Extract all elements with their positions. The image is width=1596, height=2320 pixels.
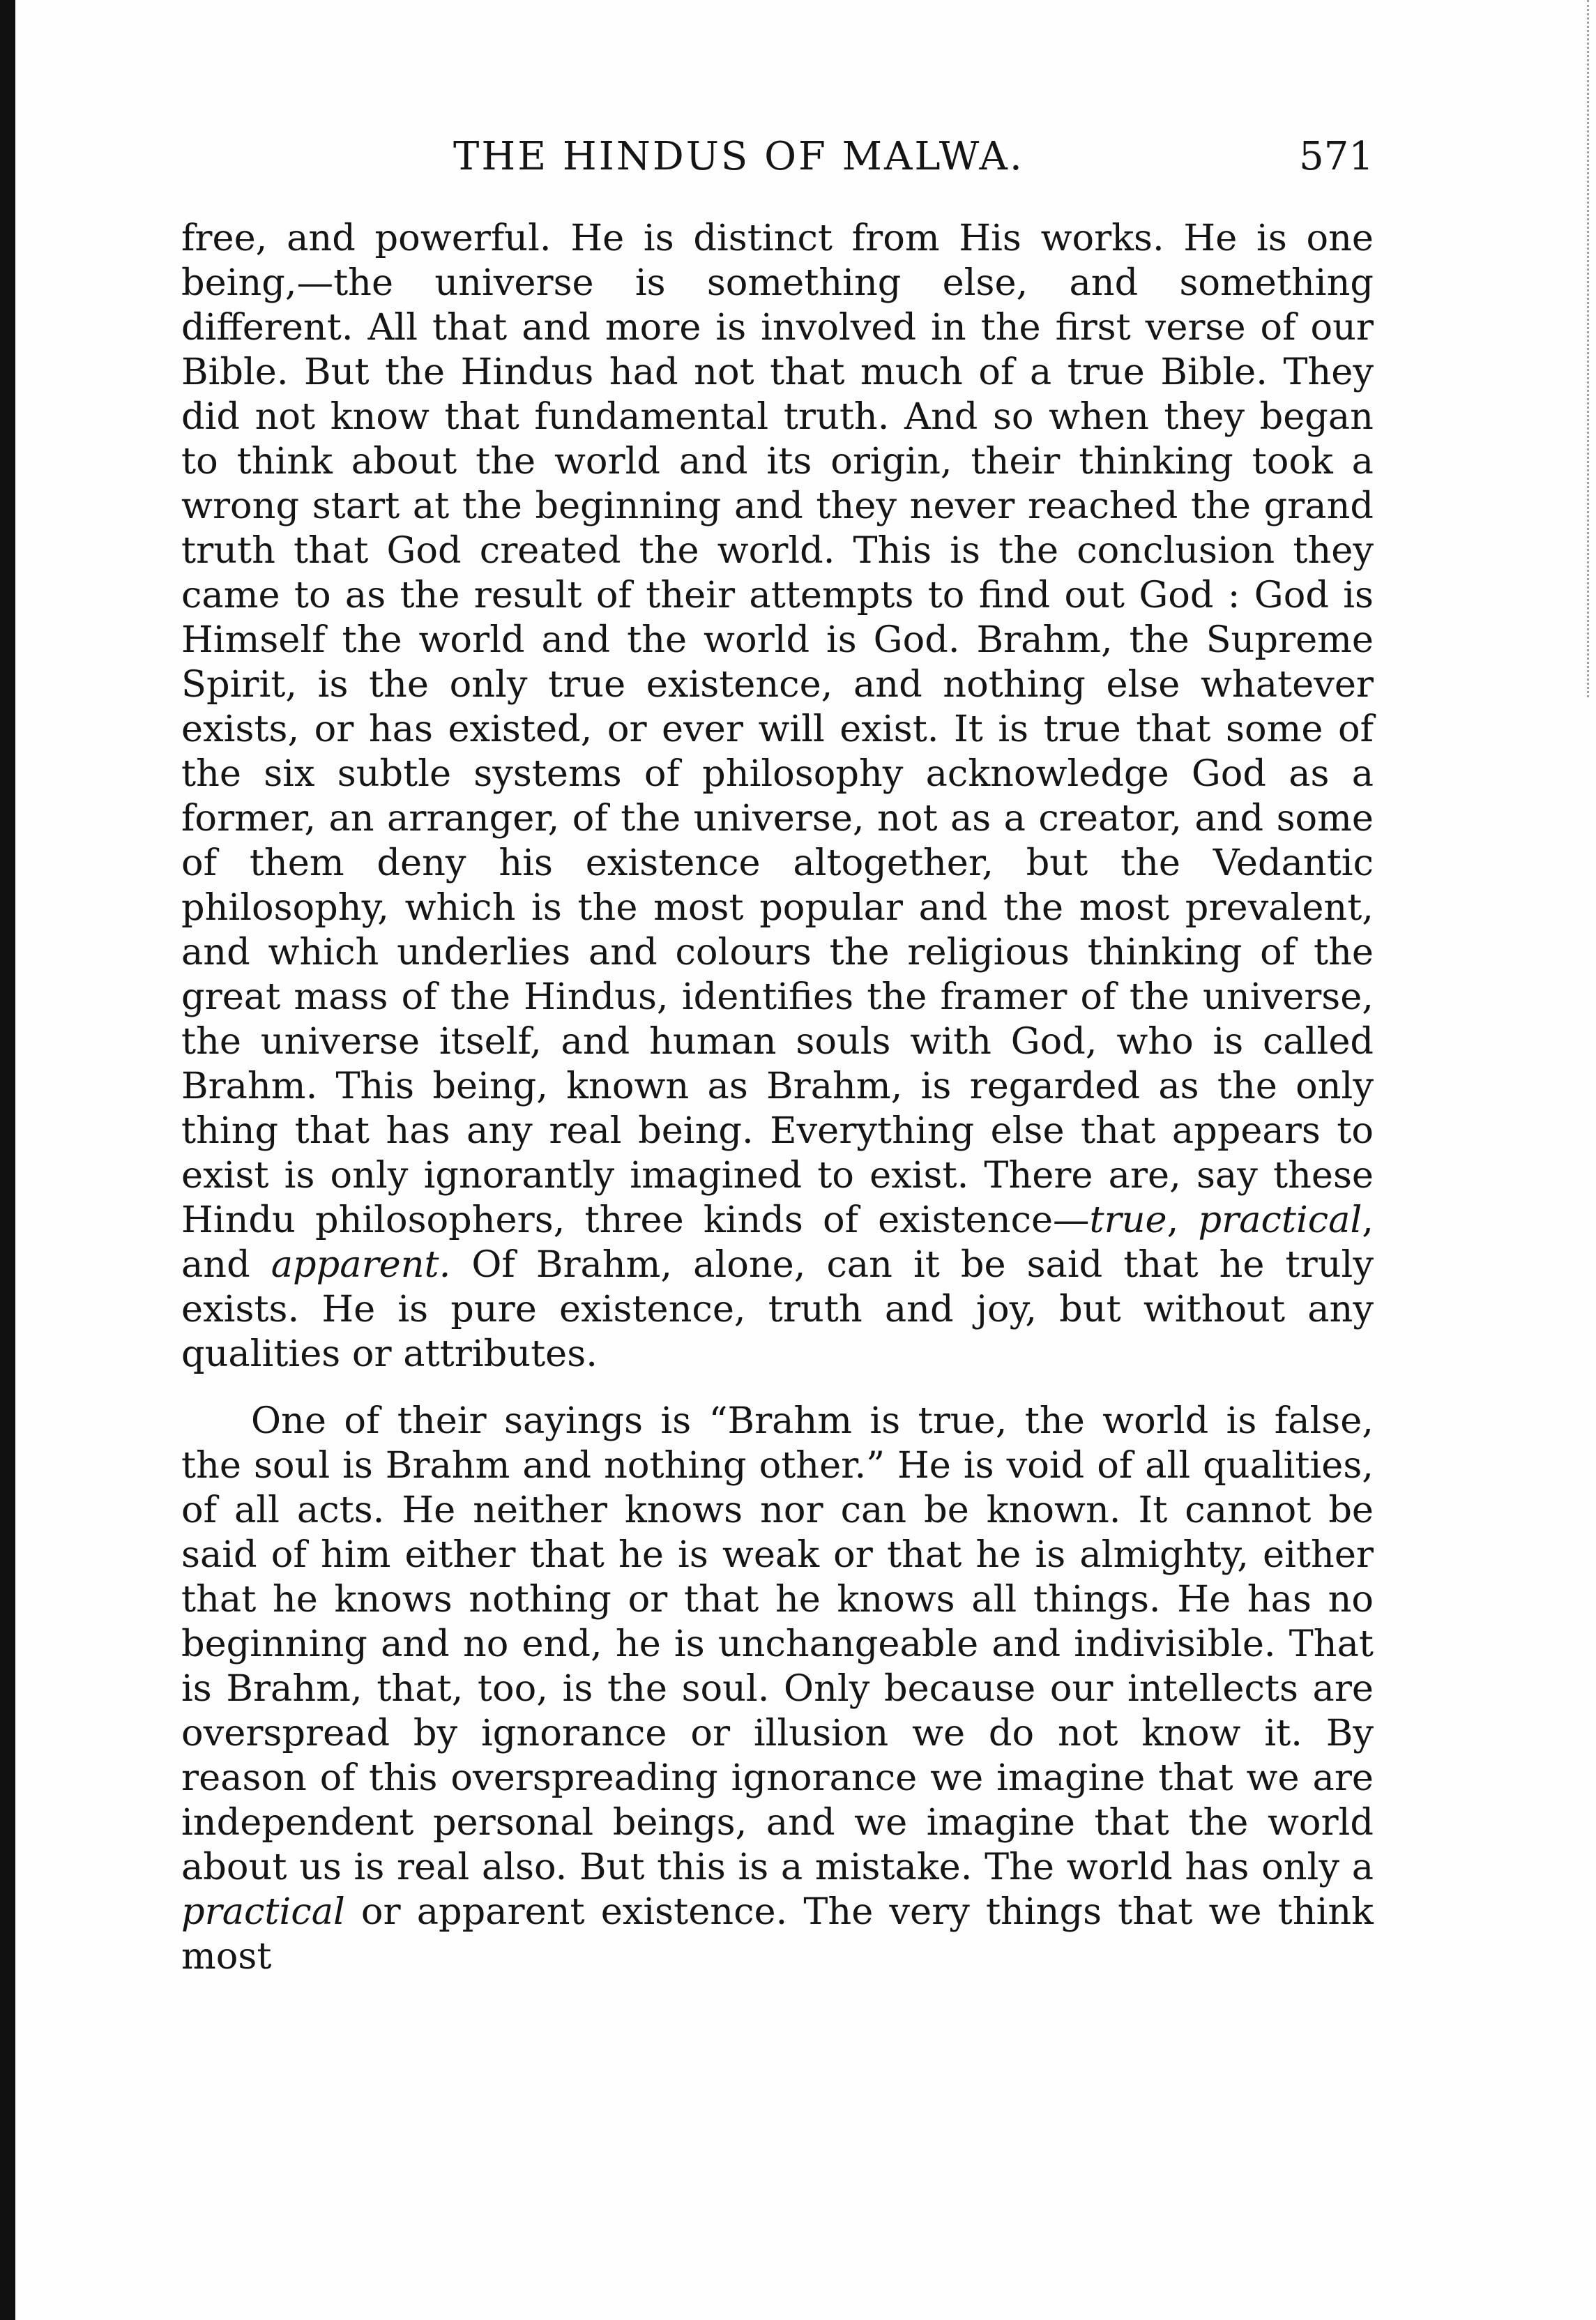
text-run: One of their sayings is “Brahm is true, the world is false, the soul is Brahm and nothing other.” He is void of all qualities, of all acts. He neither knows nor can be known. It cannot be said of him either that he is weak or that he is almighty, either that he knows nothing or that he knows all things. He has no beginning and no end, he is unchangeable and indivisible. That is Brahm, that, too, is the soul. Only because our intellects are overspread by ignorance or illusion we do not know it. By reason of this overspreading ignorance we imagine that we are independent personal beings, and we imagine that the world about us is real also. But this is a mistake. The world has only a xyxy=(181,1400,1374,1888)
page-edge-specks xyxy=(1579,0,1589,697)
text-run: , xyxy=(1166,1199,1199,1241)
italic-term: true xyxy=(1089,1199,1167,1241)
page-number: 571 xyxy=(1299,134,1374,179)
italic-term: practical xyxy=(1198,1199,1362,1241)
binding-shadow xyxy=(0,0,15,2320)
running-title: THE HINDUS OF MALWA. xyxy=(453,134,1024,179)
text-run: , and xyxy=(181,1199,1374,1286)
text-run: Of Brahm, alone, can it be said that he truly exists. He is pure existence, truth and joy, but without any qualities or attributes. xyxy=(181,1243,1374,1375)
paragraph xyxy=(181,1399,1374,1979)
italic-term: practical xyxy=(181,1890,345,1933)
running-header xyxy=(181,126,1374,188)
paragraph xyxy=(181,216,1374,1377)
text-run: or apparent existence. The very things that we think most xyxy=(181,1890,1374,1978)
body-text xyxy=(181,216,1374,1979)
text-run: free, and powerful. He is distinct from His works. He is one being,—the universe is something else, and something different. All that and more is involved in the first verse of our Bible. But the Hindus had not that much of a true Bible. They did not know that fundamental truth. And so when they began to think about the world and its origin, their thinking took a wrong start at the beginning and they never reached the grand truth that God created the world. This is the conclusion they came to as the result of their attempts to find out God : God is Himself the world and the world is God. Brahm, the Supreme Spirit, is the only true existence, and nothing else whatever exists, or has existed, or ever will exist. It is true that some of the six subtle systems of philosophy acknowledge God as a former, an arranger, of the universe, not as a creator, and some of them deny his existence altogether, but the Vedantic philosophy, which is the most popular and the most prevalent, and which underlies and colours the religious thinking of the great mass of the Hindus, identifies the framer of the universe, the universe itself, and human souls with God, who is called Brahm. This being, known as Brahm, is regarded as the only thing that has any real being. Everything else that appears to exist is only ignorantly imagined to exist. There are, say these Hindu philosophers, three kinds of existence— xyxy=(181,217,1374,1241)
italic-term: apparent. xyxy=(271,1243,451,1286)
